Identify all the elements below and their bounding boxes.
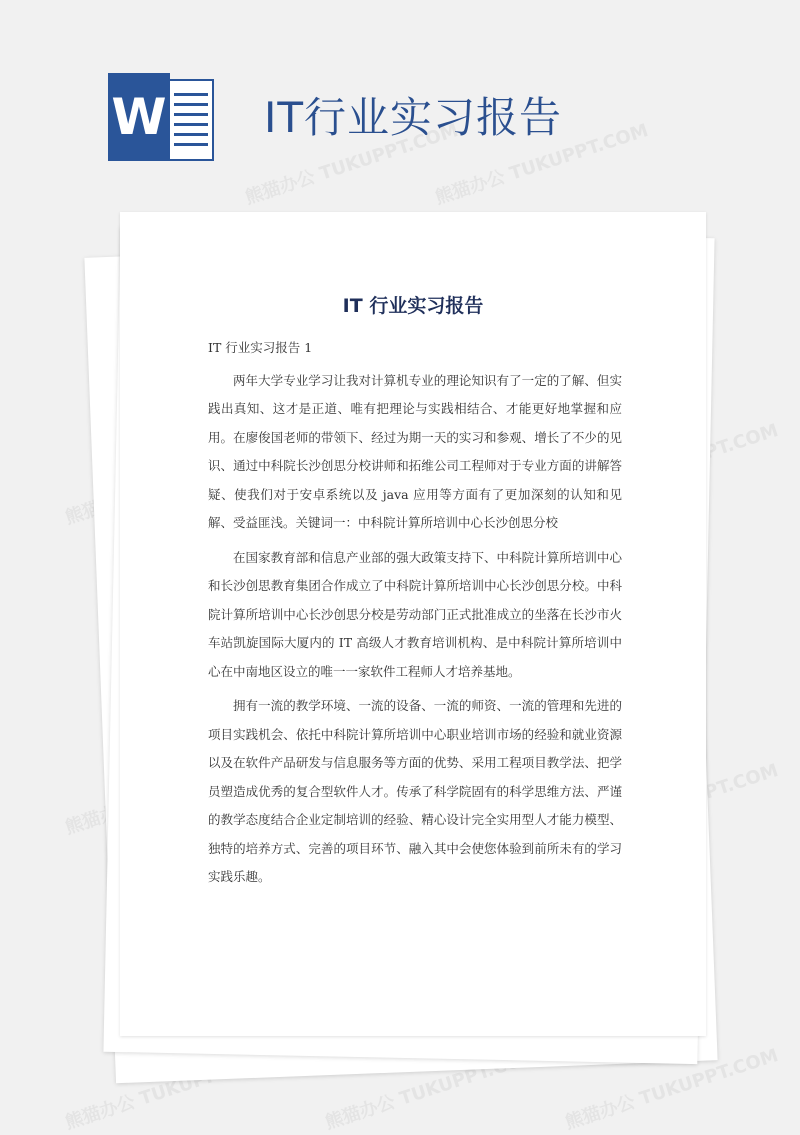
document-page	[120, 212, 706, 1036]
header	[0, 0, 800, 200]
watermark: 熊猫办公	[62, 796, 138, 839]
watermark: TUKUPPT.COM	[637, 760, 781, 825]
watermark: 熊猫办公 TUKUPPT.COM	[562, 1045, 781, 1134]
paragraph: 拥有一流的教学环境、一流的设备、一流的师资、一流的管理和先进的项目实践机会、依托中科院计算所培训中心职业培训市场的经验和就业资源以及在软件产品研发与信息服务等方面的优势、采用工程项目教学法、把学员塑造成优秀的复合型软件人才。传承了科学院固有的科学思维方法、严谨的教学态度结合企业定制培训的经验、精心设计完全实用型人才能力模型、独特的培养方式、完善的项目环节、融入其中会使您体验到前所未有的学习实践乐趣。	[208, 698, 622, 884]
document-subheading: IT 行业实习报告 1	[208, 340, 313, 355]
watermark: 熊猫办公 TUKUPPT.COM	[242, 120, 461, 209]
header-title: IT行业实习报告	[264, 93, 563, 142]
watermark: 熊猫办公 TUKUPPT.COM	[432, 120, 651, 209]
watermark: 熊猫办公 TUKUPPT.COM	[322, 1045, 541, 1134]
paragraph: 两年大学专业学习让我对计算机专业的理论知识有了一定的了解、但实践出真知、这才是正道、唯有把理论与实践相结合、才能更好地掌握和应用。在廖俊国老师的带领下、经过为期一天的实习和参观、增长了不少的见识、通过中科院长沙创思分校讲师和拓维公司工程师对于专业方面的讲解答疑、使我们对于安卓系统以及 java 应用等方面有了更加深刻的认知和见解、受益匪浅。关键词一：中科院计算所培训中心长沙创思分校	[208, 372, 622, 530]
document-title: IT 行业实习报告	[342, 295, 484, 317]
word-letter-badge: W	[108, 73, 170, 161]
word-document-icon	[108, 73, 214, 161]
paragraph: 在国家教育部和信息产业部的强大政策支持下、中科院计算所培训中心和长沙创思教育集团合作成立了中科院计算所培训中心长沙创思分校。中科院计算所培训中心长沙创思分校是劳动部门正式批准成立的坐落在长沙市火车站凯旋国际大厦内的 IT 高级人才教育培训机构、是中科院计算所培训中心在中南地区设立的唯一一家软件工程师人才培养基地。	[208, 549, 622, 679]
document-body	[208, 334, 622, 898]
watermark: 熊猫办公 TUKUPPT.COM	[62, 1045, 281, 1134]
